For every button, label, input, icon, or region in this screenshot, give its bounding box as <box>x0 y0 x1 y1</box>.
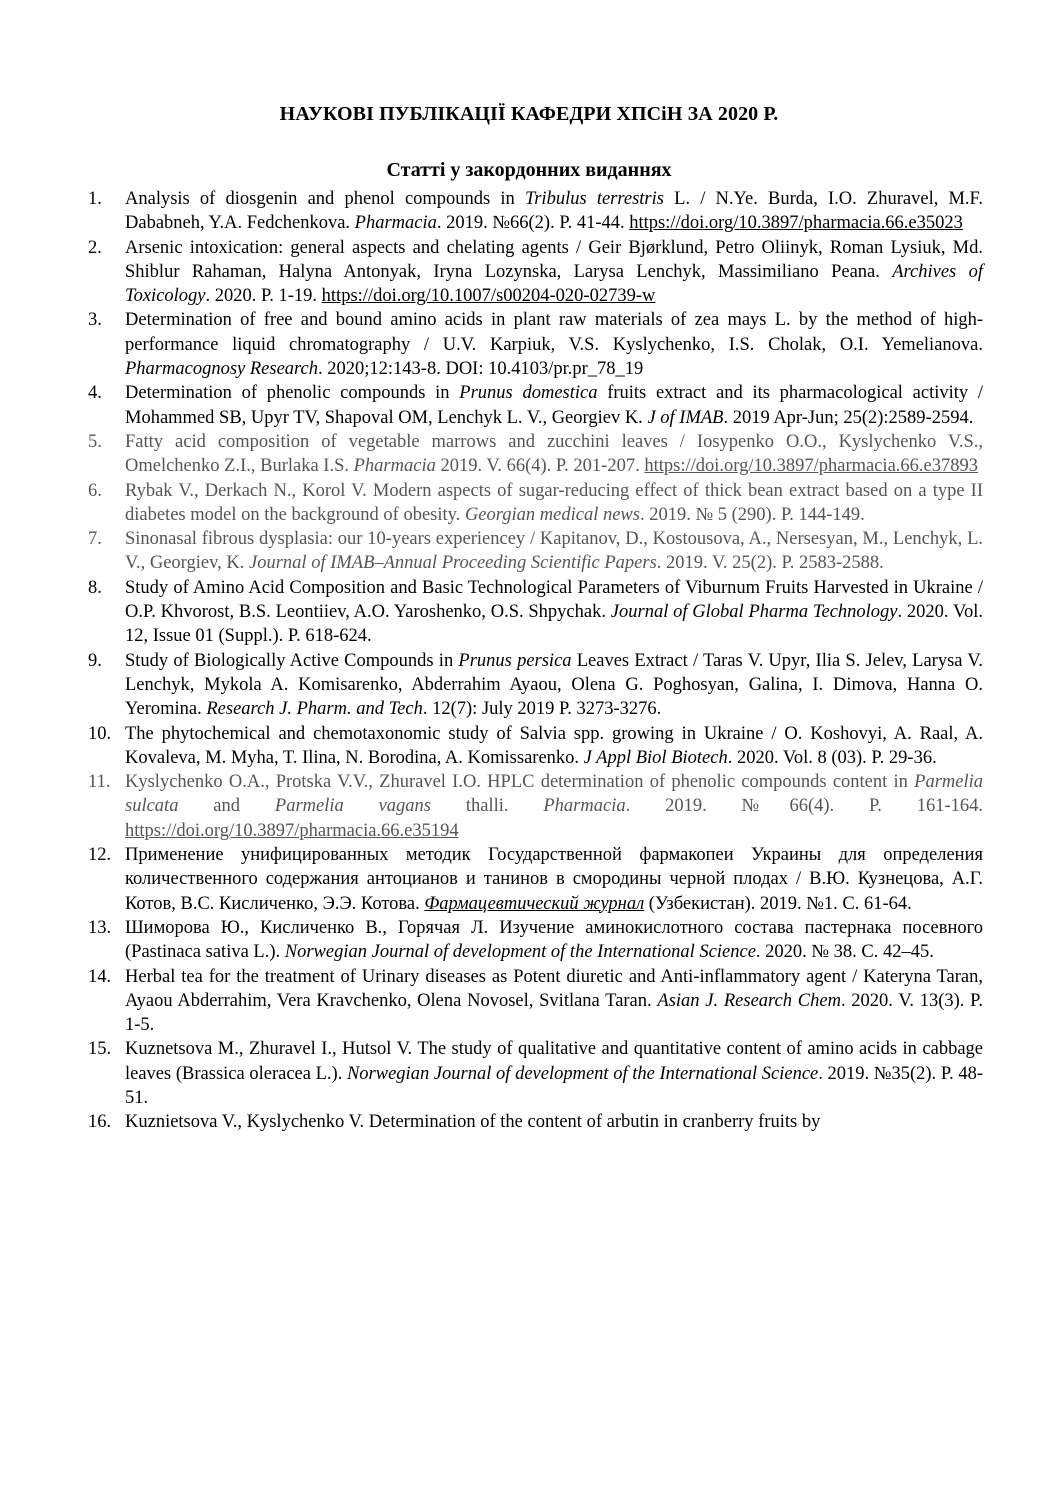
reference-item <box>0 1110 983 1134</box>
reference-text: . 2020;12:143-8. DOI: 10.4103/pr.pr_78_19 <box>318 359 644 380</box>
reference-item <box>0 381 983 430</box>
reference-text: Шиморова Ю., Кисличенко В., Горячая Л. Изучение аминокислотного состава пастернака посевного (Pastinaca sativa L.). <box>125 917 983 963</box>
reference-text: (Узбекистан). 2019. №1. С. 61-64. <box>644 893 912 914</box>
reference-text: thalli. <box>431 796 544 817</box>
reference-text: Study of Amino Acid Composition and Basic Technological Parameters of Viburnum Fruits Harvested in Ukraine / O.P. Khvorost, B.S. Leontiiev, A.O. Yaroshenko, O.S. Shpychak. <box>125 577 983 623</box>
reference-number: 7. <box>88 529 102 550</box>
italic-text: Journal of Global Pharma Technology <box>610 602 898 623</box>
italic-text: Pharmacia <box>543 796 626 817</box>
reference-text: . 2020. Vol. 12, Issue 01 (Suppl.). P. 618-624. <box>125 602 984 647</box>
reference-number: 12. <box>88 845 112 866</box>
italic-text: Archives of Toxicology <box>125 261 983 307</box>
reference-text: Determination of free and bound amino acids in plant raw materials of zea mays L. by the method of high-performance liquid chromatography / U.V. Karpiuk, V.S. Kyslychenko, I.S. Cholak, O.I. Yemelianova. <box>125 310 983 355</box>
reference-text: Determination of phenolic compounds in <box>125 383 460 404</box>
reference-text: . 2020. P. 1-19. <box>205 286 322 307</box>
reference-number: 8. <box>88 577 102 598</box>
reference-item <box>0 722 983 771</box>
doi-link[interactable]: https://doi.org/10.3897/pharmacia.66.e37893 <box>644 456 978 477</box>
reference-text: . 2020. Vol. 8 (03). P. 29-36. <box>727 747 937 768</box>
reference-item <box>0 430 983 479</box>
reference-item <box>0 236 983 309</box>
reference-number: 3. <box>88 310 102 331</box>
doi-link[interactable]: https://doi.org/10.3897/pharmacia.66.e35194 <box>125 820 459 841</box>
reference-text: fruits extract and its pharmacological activity / Mohammed SB, Upyr TV, Shapoval OM, Lenchyk L. V., Georgiev K. <box>125 383 983 428</box>
reference-text: . 2019 Apr-Jun; 25(2):2589-2594. <box>723 407 974 428</box>
italic-text: Asian J. Research Chem <box>657 990 841 1011</box>
reference-text: Kuznietsova V., Kyslychenko V. Determination of the content of arbutin in cranberry fruits by <box>125 1112 821 1133</box>
reference-item <box>0 770 983 843</box>
reference-item <box>0 527 983 576</box>
reference-number: 11. <box>88 772 111 793</box>
italic-text: Norwegian Journal of development of the International Science <box>346 1063 819 1084</box>
reference-number: 4. <box>88 383 102 404</box>
reference-text: Fatty acid composition of vegetable marrows and zucchini leaves / Iosypenko O.O., Kyslychenko V.S., Omelchenko Z.I., Burlaka I.S. <box>125 431 983 477</box>
italic-text: Journal of IMAB–Annual Proceeding Scientific Papers <box>249 553 657 574</box>
italic-text: Pharmacia <box>354 213 437 234</box>
reference-text: . 2019. V. 25(2). P. 2583-2588. <box>656 553 884 574</box>
italic-text: Tribulus terrestris <box>524 189 664 209</box>
reference-text: . 2019. №66(2). P. 41-44. <box>436 213 630 234</box>
reference-text: L. / N.Ye. Burda, I.O. Zhuravel, M.F. Dababneh, Y.A. Fedchenkova. <box>125 189 983 234</box>
reference-number: 2. <box>88 237 102 258</box>
doi-link[interactable]: https://doi.org/10.1007/s00204-020-02739-w <box>321 286 656 307</box>
reference-number: 10. <box>88 723 112 744</box>
reference-text: and <box>178 796 275 817</box>
reference-item <box>0 479 983 528</box>
reference-number: 16. <box>88 1112 112 1133</box>
reference-item <box>0 187 983 236</box>
doi-link[interactable]: https://doi.org/10.3897/pharmacia.66.e35023 <box>629 213 963 234</box>
reference-text: 2019. V. 66(4). P. 201-207. <box>435 456 645 477</box>
reference-text: Leaves Extract / Taras V. Upyr, Ilia S. Jelev, Larysa V. Lenchyk, Mykola A. Komisarenko, Abderrahim Ayaou, Olena G. Poghosyan, Galina, I. Dimova, Hanna O. Yeromina. <box>125 650 983 720</box>
reference-number: 13. <box>88 917 112 938</box>
reference-number: 5. <box>88 431 102 452</box>
reference-item <box>0 308 983 381</box>
italic-text: Pharmacia <box>353 456 436 477</box>
reference-text: . 2020. V. 13(3). P. 1-5. <box>125 990 984 1036</box>
reference-text: The phytochemical and chemotaxonomic study of Salvia spp. growing in Ukraine / O. Koshovyi, A. Raal, A. Kovaleva, M. Myha, T. Ilina, N. Borodina, A. Komissarenko. <box>125 723 983 768</box>
italic-text: Georgian medical news <box>464 504 640 525</box>
reference-text: Herbal tea for the treatment of Urinary diseases as Potent diuretic and Anti-inflammatory agent / Kateryna Taran, Ayaou Abderrahim, Vera Kravchenko, Olena Novosel, Svitlana Taran. <box>125 966 983 1011</box>
reference-text: Rybak V., Derkach N., Korol V. Modern aspects of sugar-reducing effect of thick bean extract based on a type II diabetes model on the background of obesity. <box>125 480 983 525</box>
reference-text: Analysis of diosgenin and phenol compounds in <box>125 189 525 209</box>
reference-text: . 2019. № 5 (290). P. 144-149. <box>639 504 865 525</box>
reference-number: 15. <box>88 1039 112 1060</box>
italic-text: J Appl Biol Biotech <box>583 747 728 768</box>
reference-item <box>0 649 983 722</box>
reference-number: 1. <box>88 189 102 209</box>
reference-number: 9. <box>88 650 102 671</box>
reference-text: Kuznetsova M., Zhuravel I., Hutsol V. The study of qualitative and quantitative content of amino acids in cabbage leaves (Brassica oleracea L.). <box>125 1039 983 1084</box>
reference-text: Arsenic intoxication: general aspects and chelating agents / Geir Bjørklund, Petro Oliinyk, Roman Lysiuk, Md. Shiblur Rahaman, Halyna Antonyak, Iryna Lozynska, Larysa Lenchyk, Massimiliano Peana. <box>125 237 983 282</box>
journal-name: Фармацевтический журнал <box>424 893 645 914</box>
reference-number: 14. <box>88 966 112 987</box>
reference-item <box>0 965 983 1038</box>
reference-item <box>0 916 983 965</box>
italic-text: Research J. Pharm. and Tech <box>206 699 423 720</box>
document-title: НАУКОВІ ПУБЛІКАЦІЇ КАФЕДРИ ХПСіН ЗА 2020 Р. <box>279 103 779 125</box>
reference-text: . 2020. № 38. С. 42–45. <box>755 942 934 963</box>
italic-text: Prunus domestica <box>459 383 598 404</box>
reference-item <box>0 843 983 916</box>
reference-number: 6. <box>88 480 102 501</box>
reference-text: . 2019. №35(2). P. 48-51. <box>125 1063 983 1108</box>
reference-item <box>0 1037 983 1110</box>
reference-text: . 12(7): July 2019 P. 3273-3276. <box>422 699 662 720</box>
italic-text: Parmelia vagans <box>274 796 432 817</box>
reference-list <box>0 187 1058 1135</box>
reference-item <box>0 576 983 649</box>
reference-text: Study of Biologically Active Compounds in <box>125 650 459 671</box>
italic-text: Pharmacognosy Research <box>125 359 319 380</box>
italic-text: Prunus persica <box>458 650 572 671</box>
section-heading: Статті у закордонних виданнях <box>386 159 672 181</box>
reference-text: . 2019. №66(4). P. 161-164. <box>625 796 983 817</box>
italic-text: J of IMAB <box>647 407 724 428</box>
italic-text: Norwegian Journal of development of the International Science <box>284 942 756 963</box>
italic-text: Parmelia sulcata <box>125 772 983 817</box>
reference-text: Kyslychenko O.A., Protska V.V., Zhuravel I.O. HPLC determination of phenolic compounds content in <box>125 772 915 793</box>
reference-text: Применение унифицированных методик Государственной фармакопеи Украины для определения количественного содержания антоцианов и танинов в смородины черной плодах / В.Ю. Кузнецова, А.Г. Котов, В.С. Кисличенко, Э.Э. Котова. <box>125 845 983 914</box>
reference-text: Sinonasal fibrous dysplasia: our 10-years experiencey / Kapitanov, D., Kostousova, A., Nersesyan, M., Lenchyk, L. V., Georgiev, K. <box>125 529 983 574</box>
